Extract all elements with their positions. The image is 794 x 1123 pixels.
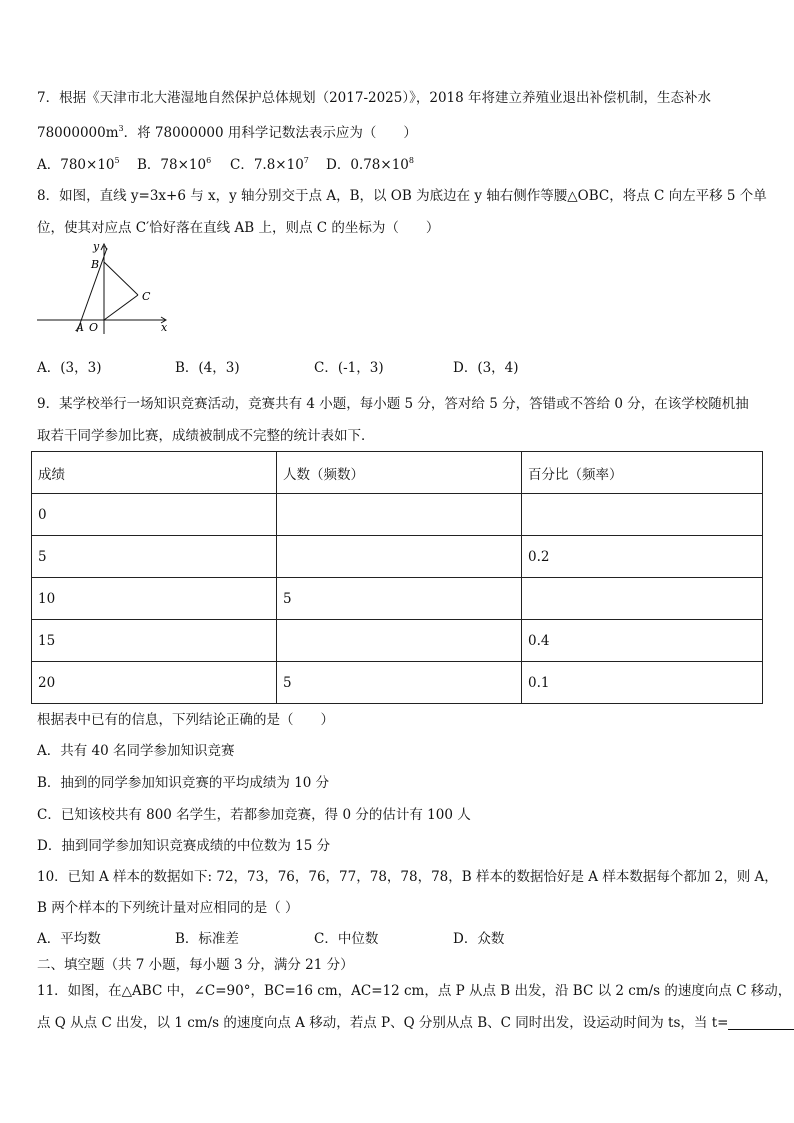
table-header-row (32, 452, 763, 494)
q10-option-b[interactable]: B．标准差 (175, 931, 239, 947)
q10-stem-line1: 10．已知 A 样本的数据如下: 72，73，76，76，77，78，78，78，B 样本的数据恰好是 A 样本数据每个都加 2，则 A， (37, 869, 778, 885)
q7-option-d[interactable] (326, 156, 414, 174)
q7-unit-exponent: 3 (118, 124, 124, 133)
label-y: y (93, 240, 100, 253)
q7-option-c-label: C．7.8×10 (230, 157, 304, 173)
label-a: A (76, 321, 84, 334)
label-o: O (89, 321, 99, 334)
q8-stem-line2: 位，使其对应点 C′恰好落在直线 AB 上，则点 C 的坐标为（ ） (37, 220, 440, 236)
cell-score: 15 (32, 620, 277, 662)
q7-option-d-exp: 8 (408, 156, 414, 165)
table-row (32, 578, 763, 620)
q10-option-a[interactable]: A．平均数 (37, 931, 101, 947)
q8-option-c[interactable]: C．(-1，3) (314, 360, 384, 376)
header-count: 人数（频数） (277, 452, 522, 494)
cell-percent: 0.4 (522, 620, 763, 662)
label-x: x (161, 321, 168, 334)
q9-option-b[interactable]: B．抽到的同学参加知识竞赛的平均成绩为 10 分 (37, 775, 330, 791)
q7-option-a-exp: 5 (114, 156, 120, 165)
q10-stem-line2: B 两个样本的下列统计量对应相同的是（ ） (37, 900, 299, 916)
q7-option-a-label: A．780×10 (37, 157, 115, 173)
segment-bc (104, 262, 138, 295)
q8-option-b[interactable]: B．(4，3) (175, 360, 240, 376)
q9-option-d[interactable]: D．抽到同学参加知识竞赛成绩的中位数为 15 分 (37, 838, 331, 854)
cell-percent (522, 494, 763, 536)
q7-option-d-label: D．0.78×10 (326, 157, 409, 173)
cell-score: 20 (32, 662, 277, 704)
cell-count: 5 (277, 662, 522, 704)
cell-percent: 0.1 (522, 662, 763, 704)
table-row (32, 620, 763, 662)
cell-count (277, 536, 522, 578)
q9-stem-line2: 取若干同学参加比赛，成绩被制成不完整的统计表如下． (37, 428, 375, 444)
cell-count (277, 494, 522, 536)
q7-option-c[interactable] (230, 156, 309, 174)
cell-percent: 0.2 (522, 536, 763, 578)
section-title: 二、填空题（共 7 小题，每小题 3 分，满分 21 分） (37, 957, 354, 973)
q9-option-c[interactable]: C．已知该校共有 800 名学生，若都参加竞赛，得 0 分的估计有 100 人 (37, 807, 471, 823)
q11-stem-line2-text: 点 Q 从点 C 出发，以 1 cm/s 的速度向点 A 移动，若点 P、Q 分别从点 B、C 同时出发，设运动时间为 ts，当 t= (37, 1015, 729, 1031)
header-percent: 百分比（频率） (522, 452, 763, 494)
q7-stem-tail: ．将 78000000 用科学记数法表示应为（ ） (123, 125, 417, 141)
q10-option-d[interactable]: D．众数 (453, 931, 505, 947)
answer-blank[interactable] (728, 1015, 794, 1030)
q7-value: 78000000m (37, 125, 119, 141)
table-row (32, 536, 763, 578)
table-row (32, 494, 763, 536)
segment-oc (104, 295, 138, 320)
q7-option-c-exp: 7 (303, 156, 309, 165)
cell-count: 5 (277, 578, 522, 620)
q9-option-a[interactable]: A．共有 40 名同学参加知识竞赛 (37, 743, 235, 759)
q9-stem-line1: 9．某学校举行一场知识竞赛活动，竞赛共有 4 小题，每小题 5 分，答对给 5 分，答错或不答给 0 分，在该学校随机抽 (37, 396, 749, 412)
q7-option-a[interactable] (37, 156, 120, 174)
q9-stats-table (31, 451, 763, 704)
header-score: 成绩 (32, 452, 277, 494)
q9-question: 根据表中已有的信息，下列结论正确的是（ ） (37, 712, 334, 728)
q7-option-b-label: B．78×10 (137, 157, 207, 173)
label-b: B (91, 258, 100, 271)
table-row (32, 662, 763, 704)
cell-score: 10 (32, 578, 277, 620)
q7-option-b[interactable] (137, 156, 211, 174)
q8-stem-line1: 8．如图，直线 y=3x+6 与 x，y 轴分别交于点 A，B，以 OB 为底边在 y 轴右侧作等腰△OBC，将点 C 向左平移 5 个单 (37, 188, 767, 204)
cell-score: 0 (32, 494, 277, 536)
q11-stem-line2 (37, 1014, 794, 1032)
q7-stem-line1: 7．根据《天津市北大港湿地自然保护总体规划（2017-2025）》，2018 年将建立养殖业退出补偿机制，生态补水 (37, 90, 712, 106)
q8-figure (37, 240, 172, 335)
cell-score: 5 (32, 536, 277, 578)
q10-option-c[interactable]: C．中位数 (314, 931, 379, 947)
q11-stem-line1: 11．如图，在△ABC 中，∠C=90°，BC=16 cm，AC=12 cm，点 P 从点 B 出发，沿 BC 以 2 cm/s 的速度向点 C 移动， (37, 983, 792, 999)
cell-count (277, 620, 522, 662)
cell-percent (522, 578, 763, 620)
q8-option-a[interactable]: A．(3，3) (37, 360, 102, 376)
label-c: C (142, 290, 151, 303)
q8-option-d[interactable]: D．(3，4) (453, 360, 519, 376)
q7-stem-line2 (37, 124, 417, 142)
q7-option-b-exp: 6 (206, 156, 212, 165)
